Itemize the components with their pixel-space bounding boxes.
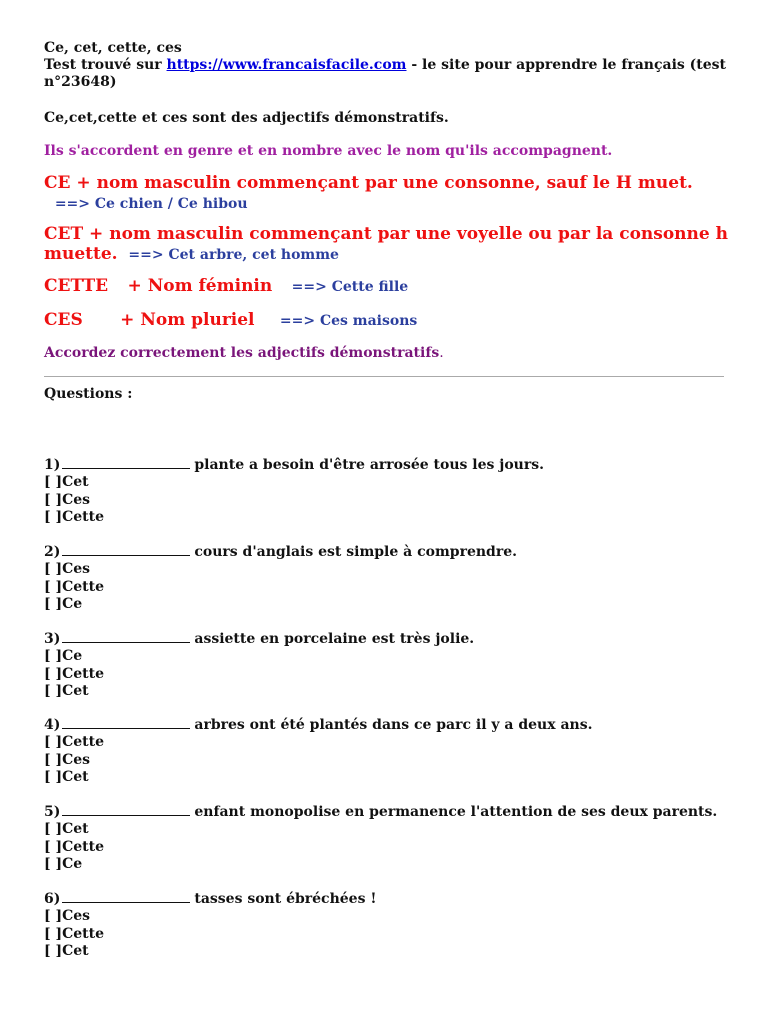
answer-blank[interactable] — [62, 715, 190, 729]
instruction-text: Accordez correctement les adjectifs démonstratifs. — [44, 345, 444, 361]
option-checkbox[interactable]: [ ]Ces — [44, 908, 91, 925]
rule-word: CETTE — [44, 276, 109, 296]
question-5 — [44, 802, 717, 873]
rule-example: ==> Cet arbre, cet homme — [128, 247, 339, 263]
option-checkbox[interactable]: [ ]Cette — [44, 734, 105, 751]
rule-text: + nom masculin commençant par une consonne, sauf le H muet. — [70, 173, 693, 193]
option-checkbox[interactable]: [ ]Ces — [44, 491, 91, 508]
question-line: 1) plante a besoin d'être arrosée tous les jours. — [44, 457, 544, 473]
option-checkbox[interactable]: [ ]Cet — [44, 942, 89, 959]
option-checkbox[interactable]: [ ]Cette — [44, 838, 105, 855]
rule-example: ==> Cette fille — [291, 279, 409, 295]
option-checkbox[interactable]: [ ]Ce — [44, 855, 83, 872]
option-checkbox[interactable]: [ ]Cette — [44, 665, 105, 682]
rule-example: ==> Ces maisons — [279, 313, 418, 329]
question-1 — [44, 455, 544, 526]
answer-blank[interactable] — [62, 629, 190, 643]
question-line: 3) assiette en porcelaine est très jolie. — [44, 631, 475, 647]
rule-cet — [44, 224, 734, 265]
question-3 — [44, 629, 474, 700]
question-2 — [44, 542, 517, 613]
option-checkbox[interactable]: [ ]Cette — [44, 578, 105, 595]
header — [44, 40, 734, 91]
answer-blank[interactable] — [62, 455, 190, 469]
page-title: Ce, cet, cette, ces — [44, 40, 182, 56]
divider — [44, 376, 724, 377]
agreement-text: Ils s'accordent en genre et en nombre avec le nom qu'ils accompagnent. — [44, 143, 613, 159]
rule-text: + Nom pluriel — [120, 310, 255, 330]
questions-heading: Questions : — [44, 386, 133, 402]
source-link[interactable]: https://www.francaisfacile.com — [166, 57, 407, 73]
answer-blank[interactable] — [62, 802, 190, 816]
question-line: 5) enfant monopolise en permanence l'attention de ses deux parents. — [44, 804, 718, 820]
question-line: 2) cours d'anglais est simple à comprendre. — [44, 544, 517, 560]
intro-text: Ce,cet,cette et ces sont des adjectifs démonstratifs. — [44, 110, 449, 126]
option-checkbox[interactable]: [ ]Cet — [44, 768, 89, 785]
answer-blank[interactable] — [62, 889, 190, 903]
source-line: Test trouvé sur https://www.francaisfacile.com - le site pour apprendre le français (test n°23648) — [44, 57, 726, 90]
option-checkbox[interactable]: [ ]Cette — [44, 508, 105, 525]
rule-word: CE — [44, 173, 71, 193]
rule-text: + nom masculin commençant par une voyelle ou par la consonne h muette. — [44, 224, 728, 264]
answer-blank[interactable] — [62, 542, 190, 556]
option-checkbox[interactable]: [ ]Ce — [44, 595, 83, 612]
option-checkbox[interactable]: [ ]Cette — [44, 925, 105, 942]
option-checkbox[interactable]: [ ]Ces — [44, 751, 91, 768]
rule-text: + Nom féminin — [127, 276, 273, 296]
option-checkbox[interactable]: [ ]Cet — [44, 682, 89, 699]
question-4 — [44, 715, 592, 786]
rule-word: CET — [44, 224, 84, 244]
question-line: 6) tasses sont ébréchées ! — [44, 891, 377, 907]
rule-ces — [44, 310, 734, 331]
option-checkbox[interactable]: [ ]Ces — [44, 561, 91, 578]
rule-ce — [44, 173, 734, 214]
rule-word: CES — [44, 310, 83, 330]
question-6 — [44, 889, 376, 960]
option-checkbox[interactable]: [ ]Ce — [44, 648, 83, 665]
question-line: 4) arbres ont été plantés dans ce parc il y a deux ans. — [44, 717, 593, 733]
option-checkbox[interactable]: [ ]Cet — [44, 474, 89, 491]
rule-example: ==> Ce chien / Ce hibou — [54, 196, 248, 212]
rule-cette — [44, 276, 734, 297]
option-checkbox[interactable]: [ ]Cet — [44, 821, 89, 838]
